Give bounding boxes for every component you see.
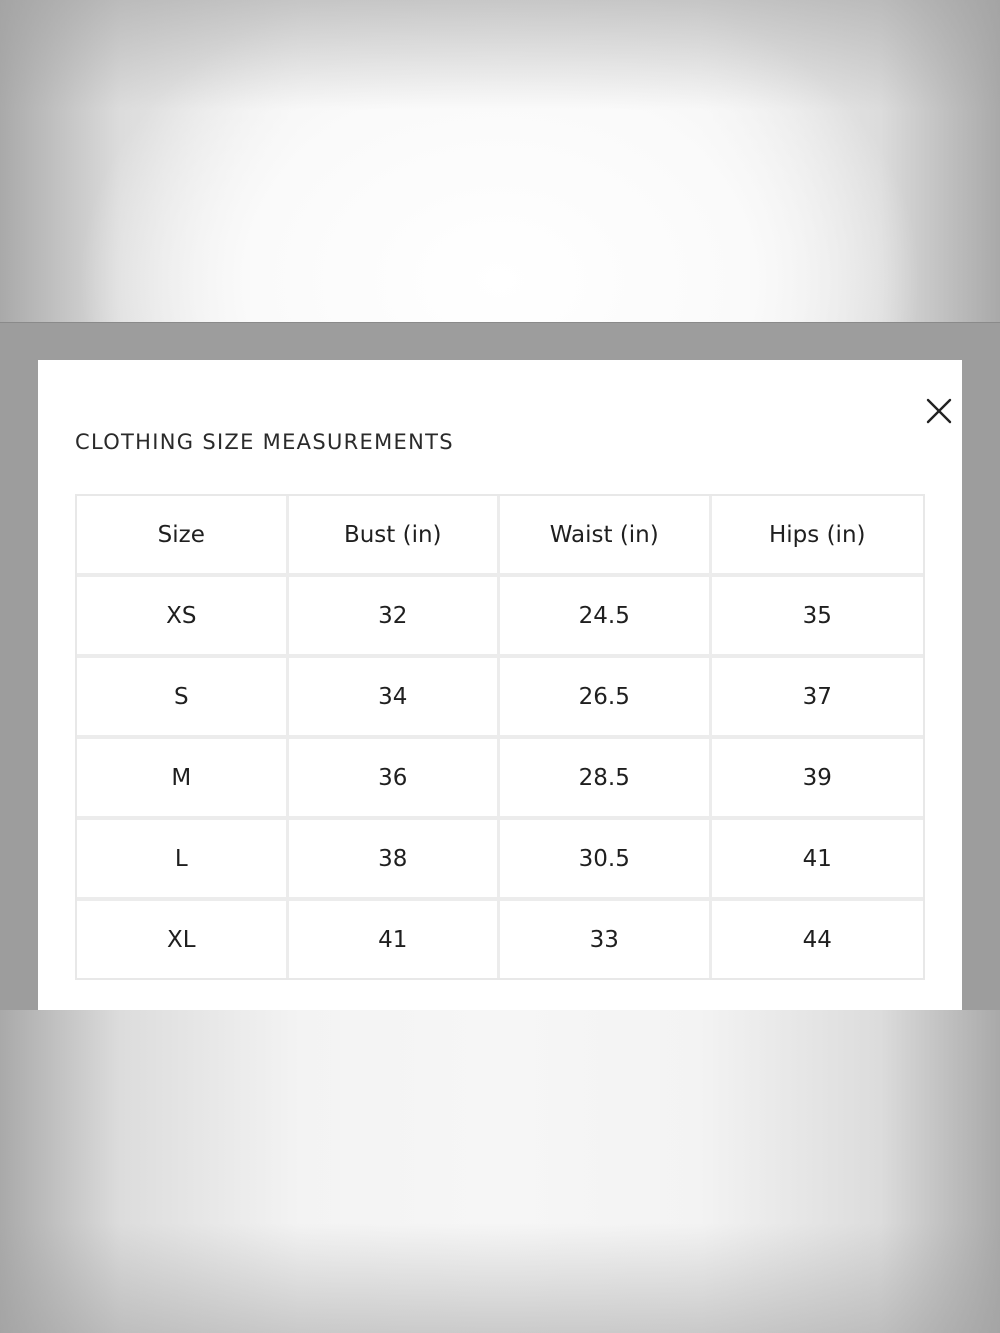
table-row <box>77 820 923 901</box>
column-header-size: Size <box>77 496 289 577</box>
table-row <box>77 739 923 820</box>
cell-hips: 35 <box>712 577 924 658</box>
cell-waist: 33 <box>500 901 712 978</box>
cell-hips: 44 <box>802 926 832 953</box>
cell-hips: 39 <box>712 739 924 820</box>
cell-size: M <box>77 739 289 820</box>
cell-bust: 38 <box>289 820 501 901</box>
cell-size: XS <box>77 577 289 658</box>
table-row <box>77 658 923 739</box>
cell-bust: 32 <box>289 577 501 658</box>
cell-bust: 36 <box>289 739 501 820</box>
cell-hips: 41 <box>712 820 924 901</box>
cell-bust: 41 <box>289 901 501 978</box>
size-chart-modal <box>38 360 962 1010</box>
close-button[interactable] <box>918 390 960 432</box>
close-icon <box>918 390 960 432</box>
cell-hips: 37 <box>712 658 924 739</box>
column-header-waist: Waist (in) <box>500 496 712 577</box>
cell-waist: 28.5 <box>500 739 712 820</box>
cell-size: S <box>77 658 289 739</box>
page-background-bottom <box>0 1010 1000 1333</box>
table-header-row <box>77 496 923 577</box>
cell-size: XL <box>77 901 289 978</box>
size-table <box>75 494 925 980</box>
cell-waist: 30.5 <box>500 820 712 901</box>
cell-waist: 26.5 <box>500 658 712 739</box>
table-row <box>77 577 923 658</box>
column-header-bust: Bust (in) <box>289 496 501 577</box>
page-background-top <box>0 0 1000 322</box>
cell-waist: 24.5 <box>500 577 712 658</box>
cell-bust: 34 <box>289 658 501 739</box>
table-row <box>77 901 923 978</box>
cell-size: L <box>77 820 289 901</box>
column-header-hips: Hips (in) <box>712 496 924 577</box>
modal-title: CLOTHING SIZE MEASUREMENTS <box>75 430 454 454</box>
